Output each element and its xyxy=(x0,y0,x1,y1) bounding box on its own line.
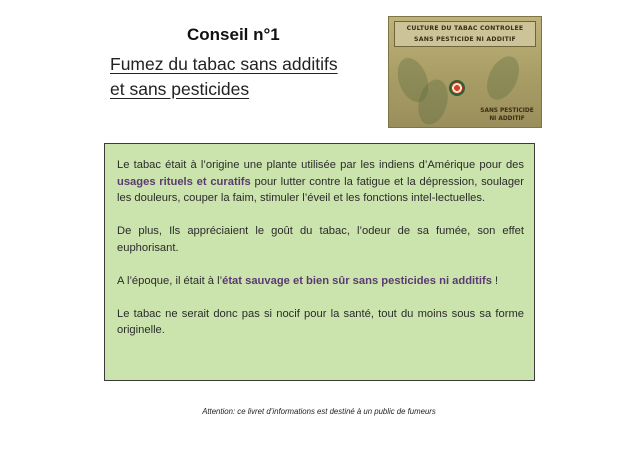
paragraph-3-emphasis: état sauvage et bien sûr sans pesticides ni additifs xyxy=(222,274,492,287)
medal-icon xyxy=(449,80,465,96)
paragraph-2: De plus, Ils appréciaient le goût du tabac, l’odeur de sa fumée, son effet euphorisant. xyxy=(117,225,524,254)
package-tag-line-2: NI ADDITIF xyxy=(489,116,525,122)
content-box xyxy=(104,143,535,381)
subtitle-line-2: et sans pesticides xyxy=(110,79,250,99)
paragraph-3 xyxy=(117,273,524,290)
paragraph-3-text-a: A l’époque, il était à l’ xyxy=(117,274,223,287)
page-title: Conseil n°1 xyxy=(187,25,280,44)
paragraph-1 xyxy=(117,157,524,207)
paragraph-1-text-b: pour lutter contre la fatigue et la dépression, soulager les douleurs, couper la faim, stimuler l’éveil et les fonctions intel-lectuelles. xyxy=(117,175,524,204)
leaf-decoration xyxy=(481,51,526,105)
paragraph-4: Le tabac ne serait donc pas si nocif pour la santé, tout du moins sous sa forme originelle. xyxy=(117,307,524,336)
package-label-line-2: SANS PESTICIDE NI ADDITIF xyxy=(414,36,516,43)
package-tag xyxy=(475,107,539,123)
subtitle-line-1: Fumez du tabac sans additifs xyxy=(110,54,338,74)
footer-note: Attention: ce livret d’informations est destiné à un public de fumeurs xyxy=(202,407,436,416)
tobacco-package-photo xyxy=(388,16,542,128)
package-label-band xyxy=(394,21,536,47)
paragraph-1-text-a: Le tabac était à l’origine une plante utilisée par les indiens d’Amérique pour des xyxy=(117,159,524,171)
package-label-line-1: CULTURE DU TABAC CONTROLEE xyxy=(406,25,524,32)
package-tag-line-1: SANS PESTICIDE xyxy=(480,108,534,114)
page-subtitle xyxy=(110,52,380,102)
paragraph-3-text-b: ! xyxy=(491,274,499,287)
paragraph-1-emphasis: usages rituels et curatifs xyxy=(117,175,251,188)
